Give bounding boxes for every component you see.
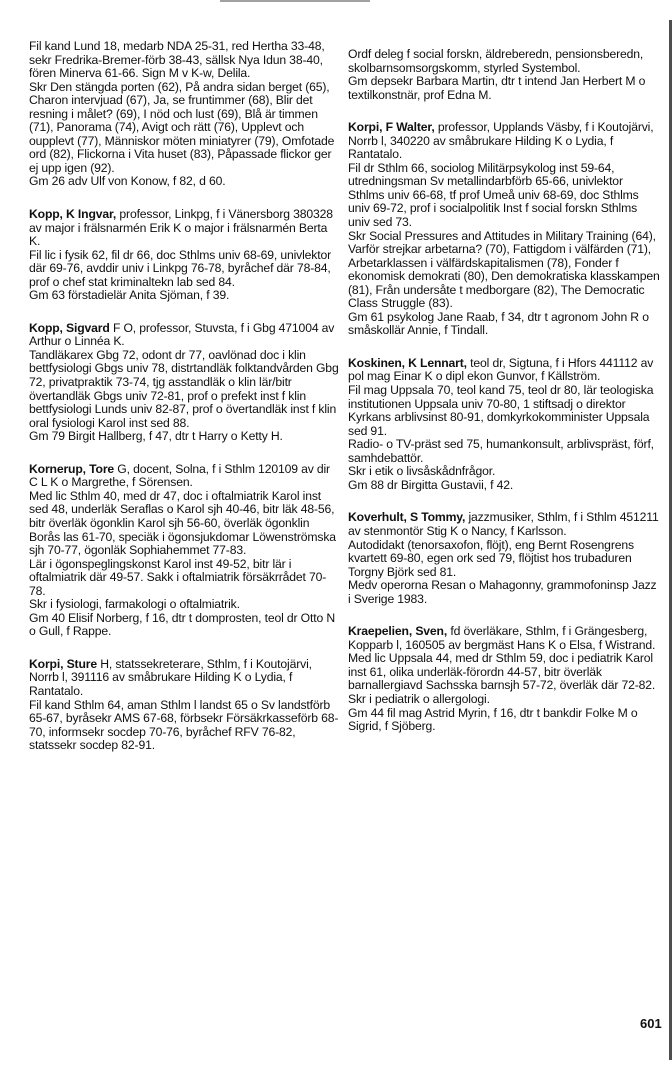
entry-given-name: Sven, [415, 624, 448, 639]
entry-paragraph: Skr Social Pressures and Attitudes in Military Training (64), Varför strejkar arbetarna? (70), Fattigdom i välfärden (71), Arbetarklassen i välfärdskapitalismen (78), Fonder f ekonomisk demokrati (80), Den demokratiska klasskampen (81), Från undersåte t medborgare (82), The Democratic Class Struggle (83). [348, 228, 660, 311]
entry-korpi-sture-continuation [348, 48, 660, 102]
entry-intro: G, docent, Solna, f i Sthlm 120109 av dir C L K o Margrethe, f Sörensen. [29, 461, 330, 490]
entry-surname: Kornerup, [29, 461, 86, 476]
entry-given-name: Sture [66, 656, 97, 671]
entry-paragraph: Fil dr Sthlm 66, sociolog Militärpsykolog inst 59-64, utredningsman Sv metallindarbförb 65-66, univlektor Sthlms univ 66-68, tf prof Umeå univ 68-69, doc Sthlms univ 69-72, prof i socialpolitik Inst f social forskn Sthlms univ sed 73. [348, 160, 639, 230]
entry-paragraph: Skr i etik o livsåskådnfrågor. [348, 464, 496, 479]
entry-paragraph: Gm 61 psykolog Jane Raab, f 34, dtr t agronom John R o småskollär Annie, f Tindall. [348, 309, 649, 338]
entry-header [29, 322, 341, 349]
entry-given-name: F Walter, [385, 120, 435, 135]
entry-intro: professor, Upplands Väsby, f i Koutojärvi, Norrb l, 340220 av småbrukare Hilding K o Lydia, f Rantatalo. [348, 120, 654, 162]
entry-paragraph: Tandläkarex Gbg 72, odont dr 77, oavlönad doc i klin bettfysiologi Gbgs univ 78, distrtandläk folktandvården Gbg 72, privatpraktik 73-74, tjg asstandläk o klin lär/bitr övertandläk Gbgs univ 72-81, prof o prefekt inst f klin bettfysiologi Lunds univ 82-87, prof o övertandläk inst f klin oral fysiologi Karol inst sed 88. [29, 347, 339, 430]
entry-given-name: Sigvard [66, 320, 110, 335]
entry-intro: H, statssekreterare, Sthlm, f i Koutojärvi, Norrb l, 391116 av småbrukare Hilding K o Lydia, f Rantatalo. [29, 656, 312, 698]
entry-paragraph: Gm 79 Birgit Hallberg, f 47, dtr t Harry o Ketty H. [29, 429, 283, 444]
entry-surname: Kopp, [29, 207, 63, 222]
entry-header [348, 121, 660, 162]
entry-paragraph: Fil kand Lund 18, medarb NDA 25-31, red Hertha 33-48, sekr Fredrika-Bremer-förb 38-43, sällsk Nya Idun 38-40, fören Minerva 61-66. Sign M v K-w, Delila. [29, 39, 325, 81]
entry-paragraph: Gm 44 fil mag Astrid Myrin, f 16, dtr t bankdir Folke M o Sigrid, f Sjöberg. [348, 705, 638, 734]
entry-header [348, 625, 660, 652]
entry-paragraph: Skr Den stängda porten (62), På andra sidan berget (65), Charon intervjuad (67), Ja, se fruntimmer (68), Blir det resning i målet? (69), I nöd och lust (69), Blå är timmen (71), Panorama (74), Avigt och rätt (76), Upplevt och oupplevt (77), Människor möten miniatyrer (79), Omfotade ord (82), Flickorna i Vita huset (83), Påpassade flickor ger ej upp igen (92). [29, 79, 335, 175]
entry-header [29, 463, 341, 490]
entry-lund-continuation [29, 40, 341, 189]
entry-paragraph: Fil lic i fysik 62, fil dr 66, doc Sthlms univ 68-69, univlektor där 69-76, avddir univ i Linkpg 76-78, byråchef där 78-84, prof o chef stat kriminaltekn lab sed 84. [29, 247, 331, 289]
entry-surname: Kopp, [29, 320, 63, 335]
entry-paragraph: Gm 40 Elisif Norberg, f 16, dtr t domprosten, teol dr Otto N o Gull, f Rappe. [29, 610, 335, 639]
entry-paragraph: Skr i pediatrik o allergologi. [348, 691, 490, 706]
entry-intro: teol dr, Sigtuna, f i Hfors 441112 av pol mag Einar K o dipl ekon Gunvor, f Källström. [348, 355, 654, 384]
entry-surname: Kraepelien, [348, 624, 413, 639]
entry-paragraph: Med lic Uppsala 44, med dr Sthlm 59, doc i pediatrik Karol inst 61, olika underläk-förordn 44-57, bitr överläk barnallergiavd Sachsska barnsjh 57-72, överläk där 72-82. [348, 651, 656, 693]
entry-header [348, 357, 660, 384]
entry-surname: Koverhult, [348, 510, 407, 525]
entry-surname: Korpi, [348, 120, 383, 135]
entry-paragraph: Skr i fysiologi, farmakologi o oftalmiatrik. [29, 597, 240, 612]
entry-given-name: S Tommy, [410, 510, 466, 525]
entry-paragraph: Gm depsekr Barbara Martin, dtr t intend Jan Herbert M o textilkonstnär, prof Edna M. [348, 74, 646, 102]
entry-surname: Koskinen, [348, 355, 405, 370]
page-number: 601 [640, 1016, 662, 1031]
entry-kopp-ingvar [29, 208, 341, 303]
entry-surname: Korpi, [29, 656, 64, 671]
entry-paragraph: Medv operorna Resan o Mahagonny, grammofoninsp Jazz i Sverige 1983. [348, 578, 657, 606]
entry-given-name: Tore [89, 461, 115, 476]
entry-given-name: K Lennart, [408, 355, 467, 370]
entry-paragraph: Gm 26 adv Ulf von Konow, f 82, d 60. [29, 174, 226, 189]
entry-koskinen-lennart [348, 357, 660, 492]
entry-korpi-walter [348, 121, 660, 338]
entry-intro: fd överläkare, Sthlm, f i Grängesberg, Kopparb l, 160505 av bergmäst Hans K o Elsa, f Wistrand. [348, 624, 656, 652]
scan-artifact [220, 0, 370, 2]
entry-paragraph: Lär i ögonspeglingskonst Karol inst 49-52, bitr lär i oftalmiatrik där 49-57. Sakk i oftalmiatrik försäkrrådet 70-78. [29, 556, 327, 598]
entry-paragraph: Gm 63 förstadielär Anita Sjöman, f 39. [29, 288, 230, 303]
entry-paragraph: Gm 88 dr Birgitta Gustavii, f 42. [348, 477, 514, 492]
entry-given-name: K Ingvar, [66, 207, 117, 222]
entry-intro: jazzmusiker, Sthlm, f i Sthlm 451211 av stenmontör Stig K o Nancy, f Karlsson. [348, 510, 659, 538]
entry-paragraph: Fil kand Sthlm 64, aman Sthlm l landst 65 o Sv landstförb 65-67, byråsekr AMS 67-68, förbsekr Försäkrkasseförb 68-70, informsekr socdep 70-76, byråchef RFV 76-82, statssekr socdep 82-91. [29, 697, 339, 753]
entry-paragraph: Med lic Sthlm 40, med dr 47, doc i oftalmiatrik Karol inst sed 48, underläk Seraflas o Karol sjh 40-46, bitr läk 48-56, bitr överläk ögonklin Karol sjh 56-60, överläk ögonklin Borås las 61-70, speciäk i ögonsjukdomar Löwenströmska sjh 70-77, ögonläk Sophiahemmet 77-83. [29, 488, 336, 558]
entry-paragraph: Ordf deleg f social forskn, äldreberedn, pensionsberedn, skolbarnsomsorgskomm, styrled Systembol. [348, 47, 644, 75]
entry-koverhult-tommy [348, 511, 660, 606]
entry-kornerup-tore [29, 463, 341, 639]
entry-kopp-sigvard [29, 322, 341, 444]
entry-header [29, 208, 341, 249]
left-column [29, 40, 341, 772]
entry-korpi-sture [29, 658, 341, 753]
entry-header [348, 511, 660, 538]
entry-paragraph: Radio- o TV-präst sed 75, humankonsult, arblivspräst, förf, samhdebattör. [348, 437, 654, 465]
entry-paragraph: Fil mag Uppsala 70, teol kand 75, teol dr 80, lär teologiska institutionen Uppsala univ 70-80, 1 stiftsadj o direktor Kyrkans arblivsinst 80-91, domkyrkokomminister Uppsala sed 91. [348, 383, 654, 438]
entry-kraepelien-sven [348, 625, 660, 733]
entry-intro: F O, professor, Stuvsta, f i Gbg 471004 av Arthur o Linnéa K. [29, 320, 335, 349]
entry-paragraph: Autodidakt (tenorsaxofon, flöjt), eng Bernt Rosengrens kvartett 69-80, egen ork sed 79, flöjtist hos trubaduren Torgny Björk sed 81. [348, 537, 634, 579]
entry-intro: professor, Linkpg, f i Vänersborg 380328 av major i frälsnarmén Erik K o major i frälsnarmén Berta K. [29, 207, 333, 249]
right-column [348, 48, 660, 753]
entry-header [29, 658, 341, 699]
